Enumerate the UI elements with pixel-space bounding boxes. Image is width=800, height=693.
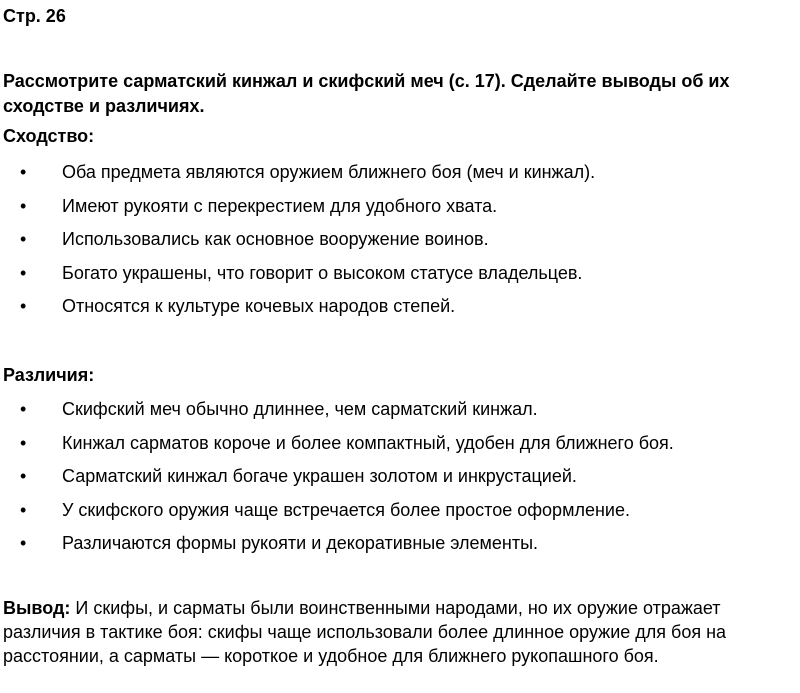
list-item <box>0 261 796 295</box>
bullet-icon: • <box>20 533 27 553</box>
bullet-icon: • <box>20 499 27 520</box>
list-item <box>0 531 796 565</box>
bullet-icon: • <box>20 162 27 182</box>
list-item-text: Скифский меч обычно длиннее, чем сарматский кинжал. <box>62 399 538 419</box>
list-item <box>0 294 796 328</box>
list-item <box>0 431 796 465</box>
bullet-icon: • <box>20 399 27 419</box>
differences-heading: Различия: <box>3 365 95 385</box>
bullet-icon: • <box>20 466 27 486</box>
similarities-heading: Сходство: <box>3 126 95 146</box>
list-item <box>0 160 796 194</box>
list-item-text: Различаются формы рукояти и декоративные элементы. <box>62 533 539 553</box>
differences-list <box>0 397 796 565</box>
list-item-text: Имеют рукояти с перекрестием для удобного хвата. <box>62 195 498 216</box>
list-item-text: Богато украшены, что говорит о высоком статусе владельцев. <box>62 262 583 283</box>
bullet-icon: • <box>20 262 27 283</box>
list-item <box>0 194 796 228</box>
list-item <box>0 227 796 261</box>
conclusion-label: Вывод: <box>3 598 71 618</box>
conclusion-text: И скифы, и сарматы были воинственными народами, но их оружие отражает различия в тактике боя: скифы чаще использовали более длинное оружие для боя на расстоянии, а сарматы — короткое и удобное для ближнего рукопашного боя. <box>3 598 727 666</box>
page-number: Стр. 26 <box>3 6 66 26</box>
list-item-text: Использовались как основное вооружение воинов. <box>62 229 489 249</box>
list-item-text: Сарматский кинжал богаче украшен золотом и инкрустацией. <box>62 466 577 486</box>
list-item-text: Оба предмета являются оружием ближнего боя (меч и кинжал). <box>62 162 596 182</box>
list-item-text: Относятся к культуре кочевых народов степей. <box>62 296 456 316</box>
task-text: Рассмотрите сарматский кинжал и скифский меч (с. 17). Сделайте выводы об их сходстве и различиях. <box>3 71 730 116</box>
list-item <box>0 397 796 431</box>
bullet-icon: • <box>20 195 27 216</box>
similarities-list <box>0 160 796 328</box>
list-item <box>0 464 796 498</box>
bullet-icon: • <box>20 296 27 316</box>
conclusion-paragraph <box>3 596 796 668</box>
list-item <box>0 498 796 532</box>
bullet-icon: • <box>20 229 27 249</box>
list-item-text: Кинжал сарматов короче и более компактный, удобен для ближнего боя. <box>62 432 674 453</box>
bullet-icon: • <box>20 432 27 453</box>
list-item-text: У скифского оружия чаще встречается более простое оформление. <box>62 499 630 520</box>
